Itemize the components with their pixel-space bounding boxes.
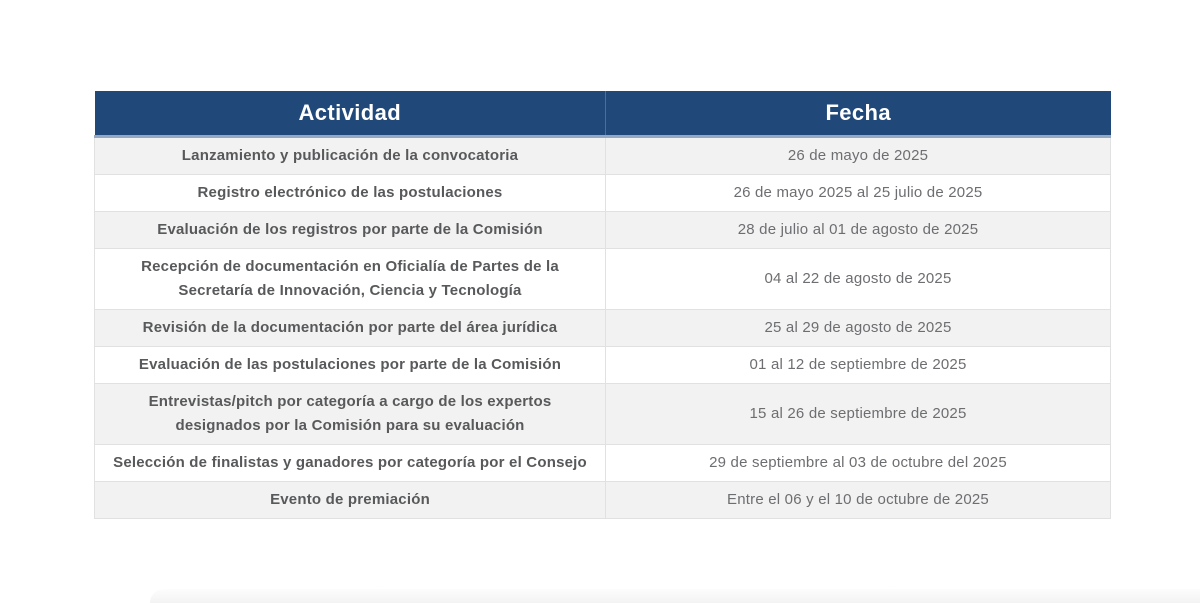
date-cell: Entre el 06 y el 10 de octubre de 2025: [606, 482, 1111, 519]
bottom-section-edge: [150, 589, 1200, 603]
table-row: [95, 310, 1111, 347]
activity-cell: Registro electrónico de las postulaciones: [95, 175, 606, 212]
activity-cell: Recepción de documentación en Oficialía de Partes de la Secretaría de Innovación, Ciencia y Tecnología: [95, 249, 606, 310]
date-cell: 26 de mayo de 2025: [606, 137, 1111, 175]
date-cell: 28 de julio al 01 de agosto de 2025: [606, 212, 1111, 249]
date-cell: 29 de septiembre al 03 de octubre del 2025: [606, 445, 1111, 482]
date-cell: 04 al 22 de agosto de 2025: [606, 249, 1111, 310]
table-row: [95, 212, 1111, 249]
date-cell: 01 al 12 de septiembre de 2025: [606, 347, 1111, 384]
date-cell: 26 de mayo 2025 al 25 julio de 2025: [606, 175, 1111, 212]
activity-cell: Selección de finalistas y ganadores por categoría por el Consejo: [95, 445, 606, 482]
date-cell: 15 al 26 de septiembre de 2025: [606, 384, 1111, 445]
table-row: [95, 249, 1111, 310]
schedule-table: [94, 91, 1111, 519]
table-row: [95, 175, 1111, 212]
activity-cell: Evaluación de los registros por parte de la Comisión: [95, 212, 606, 249]
table-header: [95, 91, 1111, 137]
table-row: [95, 445, 1111, 482]
activity-cell: Evaluación de las postulaciones por parte de la Comisión: [95, 347, 606, 384]
activity-cell: Evento de premiación: [95, 482, 606, 519]
header-row: [95, 91, 1111, 137]
activity-cell: Entrevistas/pitch por categoría a cargo de los expertos designados por la Comisión para su evaluación: [95, 384, 606, 445]
activity-cell: Lanzamiento y publicación de la convocatoria: [95, 137, 606, 175]
table-row: [95, 384, 1111, 445]
column-header-fecha: Fecha: [606, 91, 1111, 137]
column-header-actividad: Actividad: [95, 91, 606, 137]
table-row: [95, 137, 1111, 175]
activity-cell: Revisión de la documentación por parte del área jurídica: [95, 310, 606, 347]
table-row: [95, 482, 1111, 519]
date-cell: 25 al 29 de agosto de 2025: [606, 310, 1111, 347]
table-body: [95, 137, 1111, 519]
table-row: [95, 347, 1111, 384]
